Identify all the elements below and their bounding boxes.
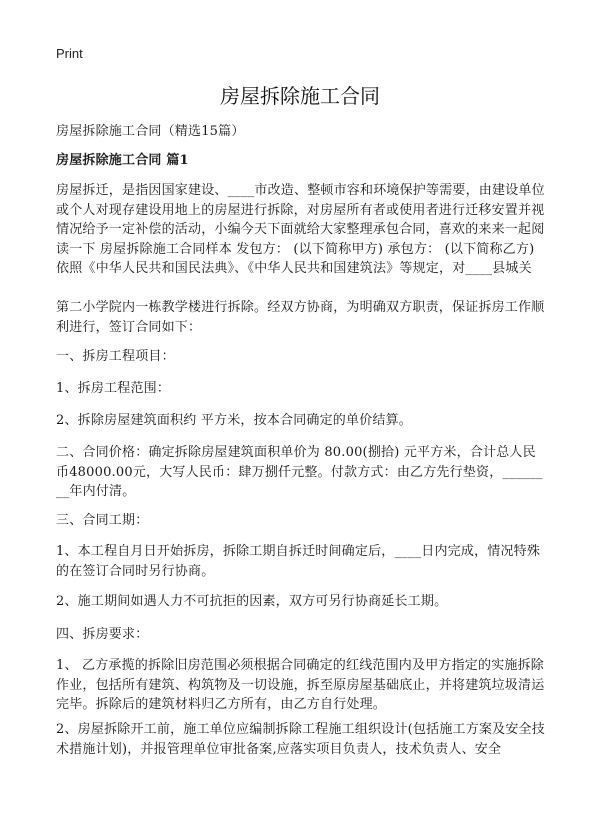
paragraph-price: 二、合同价格：确定拆除房屋建筑面积单价为 80.00(捌拾) 元平方米，合计总人民币48000.00元，大写人民币：肆万捌仟元整。付款方式：由乙方先行垫资，________年内付清。 (56, 445, 543, 499)
section-heading: 房屋拆除施工合同 篇1 (56, 153, 189, 168)
paragraph-demolition: 1、 乙方承揽的拆除旧房范围必须根据合同确定的红线范围内及甲方指定的实施拆除作业，包括所有建筑、构筑物及一切设施，拆至原房屋基础底止，并将建筑垃圾清运完毕。拆除后的建筑材料归乙方所有，由乙方自行处理。 (56, 658, 545, 712)
paragraph-area: 2、拆除房屋建筑面积约 平方米，按本合同确定的单价结算。 (56, 413, 413, 428)
paragraph-heading-4: 四、拆房要求： (56, 627, 149, 642)
print-link[interactable]: Print (56, 46, 83, 61)
document-subtitle: 房屋拆除施工合同（精选15篇） (56, 124, 245, 139)
paragraph-extension: 2、施工期间如遇人力不可抗拒的因素，双方可另行协商延长工期。 (56, 594, 448, 609)
paragraph-heading-3: 三、合同工期： (56, 513, 149, 528)
paragraph-preparation: 2、房屋拆除开工前，施工单位应编制拆除工程施工组织设计(包括施工方案及安全技术措施计划)，并报管理单位审批备案,应落实项目负责人，技术负责人、安全 (56, 722, 545, 757)
page-title: 房屋拆除施工合同 (220, 84, 380, 108)
paragraph-heading-1: 一、拆房工程项目： (56, 349, 175, 364)
paragraph-intro: 房屋拆迁，是指因国家建设、____市改造、整顿市容和环境保护等需要，由建设单位或个人对现存建设用地上的房屋进行拆除，对房屋所有者或使用者进行迁移安置并视情况给予一定补偿的活动，小编今天下面就给大家整理承包合同，喜欢的来来一起阅读一下 房屋拆除施工合同样本 发包方： (以下简称甲方) 承包方： (以下简称乙方) 依照《中华人民共和国民法典》、《中华人民共和国建筑法》等规定，对____县城关 (56, 183, 545, 276)
paragraph-scope: 1、拆房工程范围： (56, 381, 171, 396)
paragraph-schedule: 1、本工程自月日开始拆房，拆除工期自拆迁时间确定后，____日内完成，情况特殊的在签订合同时另行协商。 (56, 544, 541, 579)
paragraph-school: 第二小学院内一栋教学楼进行拆除。经双方协商，为明确双方职责，保证拆房工作顺利进行，签订合同如下： (56, 300, 545, 335)
